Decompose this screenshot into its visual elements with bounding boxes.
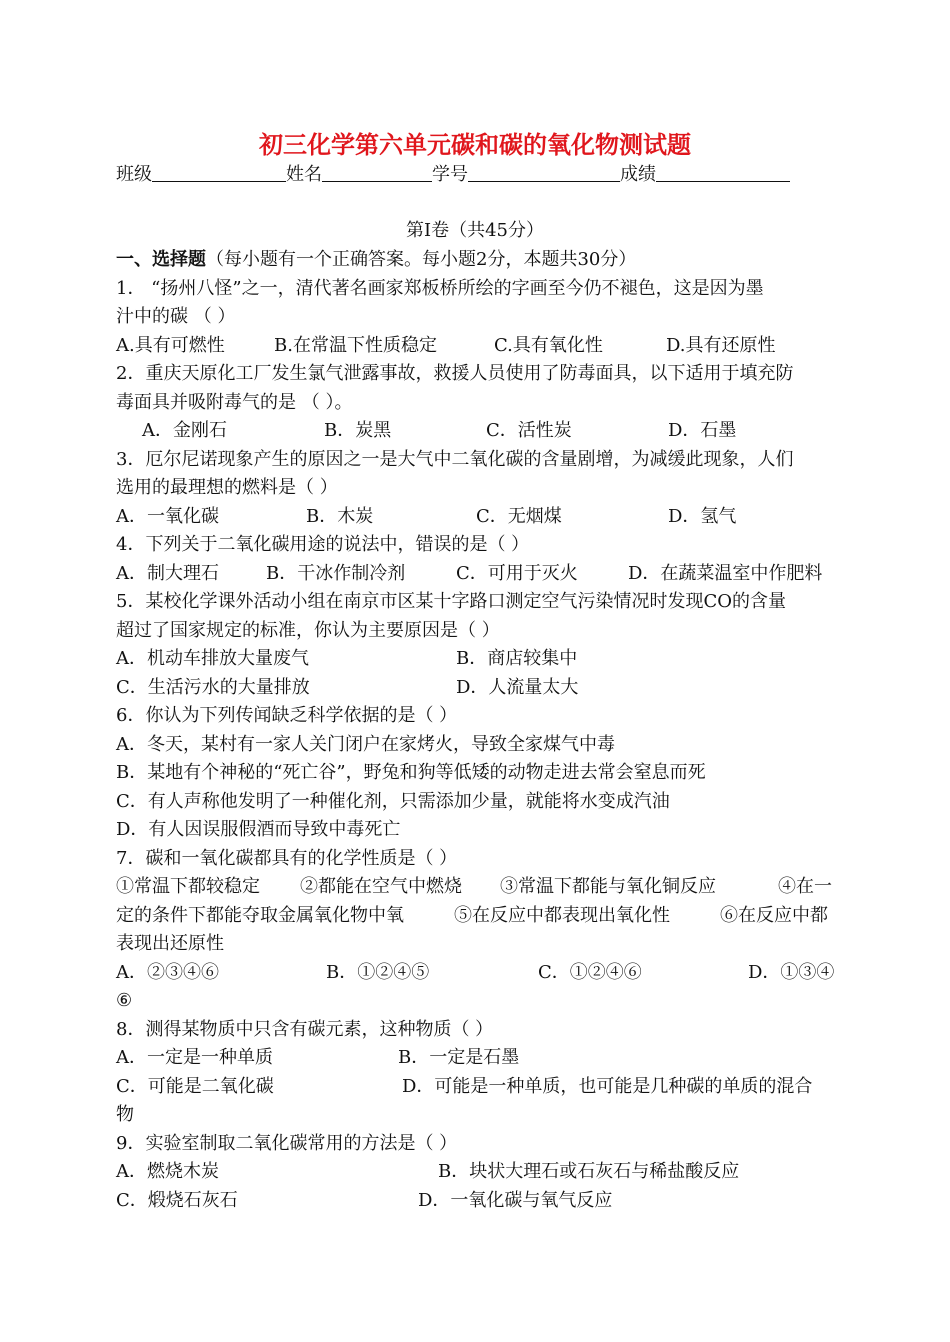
name-blank[interactable]: [322, 163, 432, 182]
q8-option-a[interactable]: A．一定是一种单质: [116, 1047, 273, 1068]
q9-option-d[interactable]: D．一氧化碳与氧气反应: [418, 1189, 613, 1211]
student-id-label: 学号: [432, 164, 468, 185]
q8-option-b[interactable]: B．一定是石墨: [398, 1047, 520, 1068]
q5-option-a[interactable]: A．机动车排放大量废气: [116, 648, 309, 669]
student-id-blank[interactable]: [468, 163, 620, 182]
name-label: 姓名: [286, 164, 322, 185]
class-blank[interactable]: [152, 163, 286, 182]
q7-option-d-wrap: ⑥: [116, 990, 133, 1011]
score-blank[interactable]: [656, 163, 790, 182]
q9-stem-line1: 9．实验室制取二氧化碳常用的方法是（ ）: [116, 1132, 458, 1154]
q2-option-d[interactable]: D．石墨: [668, 420, 737, 441]
q7-statement-6-end: 表现出还原性: [116, 933, 224, 954]
q8-option-d[interactable]: D．可能是一种单质，也可能是几种碳的单质的混合: [402, 1075, 813, 1097]
q5-stem-line2: 超过了国家规定的标准，你认为主要原因是（ ）: [116, 619, 500, 641]
exam-title: 初三化学第六单元碳和碳的氧化物测试题: [259, 131, 691, 159]
q7-options: [116, 959, 840, 988]
q3-stem-line1: 3．厄尔尼诺现象产生的原因之一是大气中二氧化碳的含量剧增，为减缓此现象，人们: [116, 448, 794, 470]
q5-option-b[interactable]: B．商店较集中: [456, 648, 578, 669]
q2-stem-line1: 2．重庆天原化工厂发生氯气泄露事故，救援人员使用了防毒面具，以下适用于填充防: [116, 363, 794, 384]
q1-stem-line1: 1． “扬州八怪”之一，清代著名画家郑板桥所绘的字画至今仍不褪色，这是因为墨: [116, 277, 764, 299]
q2-option-c[interactable]: C．活性炭: [486, 420, 572, 441]
part-heading-note: （每小题有一个正确答案。每小题2分，本题共30分）: [206, 249, 637, 270]
q2-option-b[interactable]: B．炭黑: [324, 420, 392, 441]
q7-statements-row1: [116, 873, 840, 902]
q4-option-d[interactable]: D．在蔬菜温室中作肥料: [628, 562, 823, 584]
q4-stem-line1: 4．下列关于二氧化碳用途的说法中，错误的是（ ）: [116, 534, 530, 555]
q4-option-a[interactable]: A．制大理石: [116, 562, 219, 584]
q6-option-d[interactable]: D．有人因误服假酒而导致中毒死亡: [116, 819, 401, 840]
q7-option-a[interactable]: A．②③④⑥: [116, 961, 219, 983]
q7-statement-4-end: 定的条件下都能夺取金属氧化物中氧: [116, 904, 404, 926]
q5-stem-line1: 5．某校化学课外活动小组在南京市区某十字路口测定空气污染情况时发现CO的含量: [116, 591, 786, 612]
q8-stem-line1: 8．测得某物质中只含有碳元素，这种物质（ ）: [116, 1018, 494, 1040]
q3-option-c[interactable]: C．无烟煤: [476, 505, 562, 527]
q4-option-c[interactable]: C．可用于灭火: [456, 562, 578, 584]
q3-option-b[interactable]: B．木炭: [306, 505, 374, 527]
q4-options: [116, 560, 840, 589]
q1-option-a[interactable]: A.具有可燃性: [116, 334, 225, 356]
q1-option-d[interactable]: D.具有还原性: [666, 334, 776, 356]
q6-option-b[interactable]: B．某地有个神秘的“死亡谷”，野兔和狗等低矮的动物走进去常会窒息而死: [116, 762, 706, 783]
q3-option-d[interactable]: D．氢气: [668, 505, 737, 527]
q3-options: [116, 503, 840, 532]
q8-option-d-wrap: 物: [116, 1104, 134, 1125]
q9-option-a[interactable]: A．燃烧木炭: [116, 1161, 219, 1182]
q7-option-b[interactable]: B．①②④⑤: [326, 961, 430, 983]
q7-statement-1: ①常温下都较稳定: [116, 876, 260, 897]
q1-option-b[interactable]: B.在常温下性质稳定: [274, 334, 437, 356]
q9-option-b[interactable]: B．块状大理石或石灰石与稀盐酸反应: [438, 1161, 740, 1182]
q3-option-a[interactable]: A．一氧化碳: [116, 505, 219, 527]
q2-options: [116, 417, 840, 446]
q7-stem-line1: 7．碳和一氧化碳都具有的化学性质是（ ）: [116, 847, 458, 869]
student-info-line: [116, 162, 790, 188]
q8-options-row2: [116, 1073, 840, 1102]
q5-options-row2: [116, 674, 840, 703]
q5-options-row1: [116, 645, 840, 674]
question-list: [116, 246, 840, 1215]
q2-option-a[interactable]: A．金刚石: [142, 420, 227, 441]
q1-options: [116, 332, 840, 361]
section-header: 第Ⅰ卷（共45分）: [405, 220, 544, 241]
score-label: 成绩: [620, 164, 656, 185]
q6-option-a[interactable]: A．冬天，某村有一家人关门闭户在家烤火，导致全家煤气中毒: [116, 733, 615, 755]
q8-options-row1: [116, 1044, 840, 1073]
q6-option-c[interactable]: C．有人声称他发明了一种催化剂，只需添加少量，就能将水变成汽油: [116, 790, 670, 812]
q7-option-d[interactable]: D．①③④: [748, 961, 835, 983]
q5-option-c[interactable]: C．生活污水的大量排放: [116, 676, 310, 698]
q7-statement-4-start: ④在一: [778, 876, 832, 897]
part-heading: [116, 246, 840, 275]
q9-options-row2: [116, 1187, 840, 1216]
q4-option-b[interactable]: B．干冰作制冷剂: [266, 562, 406, 584]
q1-stem-line2: 汁中的碳 （ ）: [116, 306, 236, 327]
q5-option-d[interactable]: D．人流量太大: [456, 676, 579, 698]
q2-stem-line2: 毒面具并吸附毒气的是 （ ）。: [116, 391, 353, 413]
q9-option-c[interactable]: C．煅烧石灰石: [116, 1189, 238, 1211]
q7-option-c[interactable]: C．①②④⑥: [538, 961, 642, 983]
q7-statement-2: ②都能在空气中燃烧: [300, 876, 462, 897]
part-heading-bold: 一、选择题: [116, 249, 206, 270]
q6-stem-line1: 6．你认为下列传闻缺乏科学依据的是（ ）: [116, 705, 458, 726]
q8-option-c[interactable]: C．可能是二氧化碳: [116, 1075, 274, 1097]
q1-option-c[interactable]: C.具有氧化性: [494, 334, 603, 356]
class-label: 班级: [116, 164, 152, 185]
q7-statement-3: ③常温下都能与氧化铜反应: [500, 876, 716, 897]
q7-statement-5: ⑤在反应中都表现出氧化性: [454, 904, 670, 926]
q7-statement-6-start: ⑥在反应中都: [720, 904, 828, 926]
q3-stem-line2: 选用的最理想的燃料是（ ）: [116, 477, 338, 498]
q7-statements-row2: [116, 902, 840, 931]
q9-options-row1: [116, 1158, 840, 1187]
